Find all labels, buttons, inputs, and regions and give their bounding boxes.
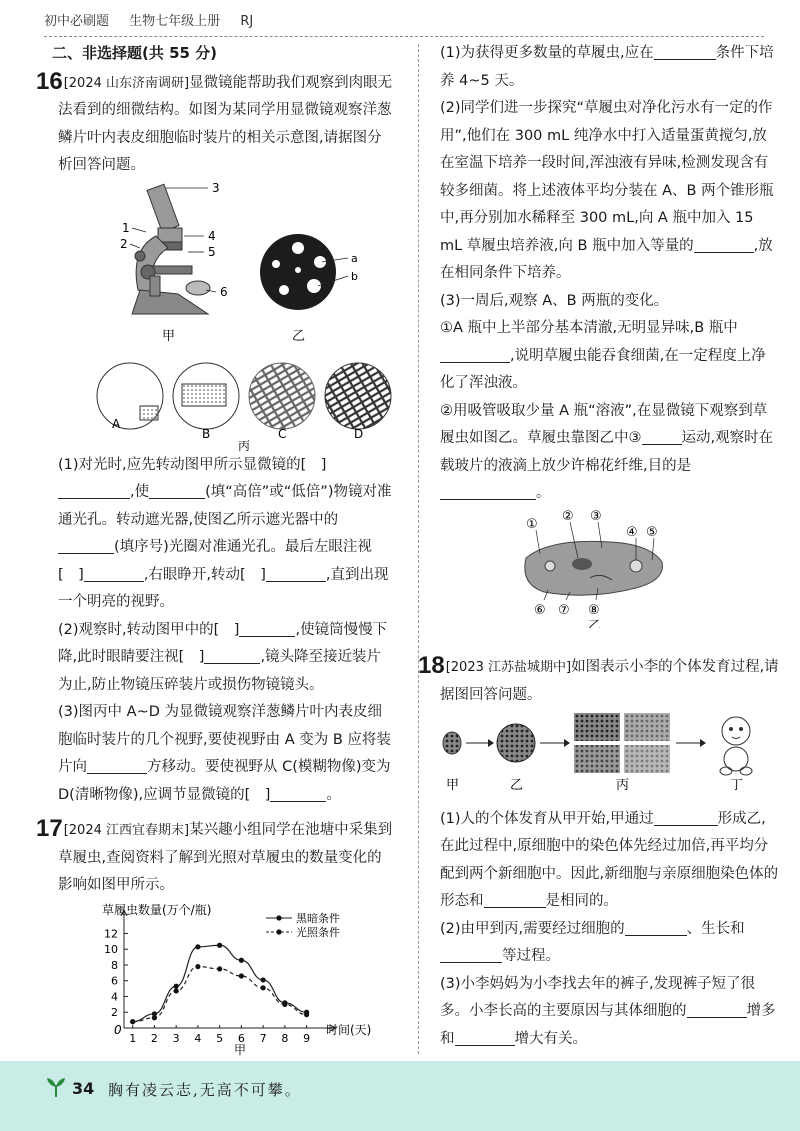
blank[interactable] [440,946,502,963]
q18-number: 18 [418,652,445,679]
x-tick-label: 7 [259,1031,267,1045]
stage-yi-morula [497,724,535,762]
arrow-icon [466,739,494,747]
chart-figure-label: 甲 [234,1042,247,1057]
q16-part2: (2)观察时,转动图甲中的[ ] ,使镜筒慢慢下降,此时眼睛要注视[ ] ,镜头降至接近装片为止,防止物镜压碎装片或损伤物镜镜头。 [58,621,388,693]
x-tick-label: 1 [129,1031,137,1045]
q18-part2: (2)由甲到丙,需要经过细胞的 、生长和等过程。 [440,920,745,964]
x-tick-label: 8 [281,1031,289,1045]
para-label-7: ⑦ [558,602,570,618]
arrow-icon [676,739,706,747]
part-label-2: 2 [120,236,128,251]
series-line-1 [133,945,307,1021]
blank[interactable] [694,236,754,253]
view-B [173,363,239,429]
stage-jia-cell [443,732,461,754]
data-point [261,977,266,982]
sprout-icon [44,1075,68,1099]
chart-ylabel: 草履虫数量(万个/瓶) [102,902,212,917]
view-label-C: C [278,426,287,441]
view-C [249,363,315,429]
q17-part3: (3)一周后,观察 A、B 两瓶的变化。 [440,292,669,309]
q17-part3-1: ①A 瓶中上半部分基本清澈,无明显异味,B 瓶中,说明草履虫能吞食细菌,在一定程度上净化了浑浊液。 [440,320,766,391]
left-column [36,40,393,1068]
part-label-4: 4 [208,228,216,243]
blank[interactable] [58,482,130,499]
q17-stem: 17[2024 江西宜春期末]某兴趣小组同学在池塘中采集到草履虫,查阅资料了解到光照对草履虫的数量变化的影响如图甲所示。 [36,815,393,893]
column-divider [418,44,419,1054]
stage-label-ding: 丁 [730,778,744,793]
blank[interactable] [270,785,326,802]
blank[interactable] [266,565,326,582]
q16-stem: 16[2024 山东济南调研]显微镜能帮助我们观察到肉眼无法看到的细微结构。如图为某同学用显微镜观察洋葱鳞片叶内表皮细胞临时装片的相关示意图,请据图分析回答问题。 [36,67,393,173]
para-label-5: ⑤ [646,524,658,540]
data-point [282,1001,287,1006]
data-point [174,983,179,988]
stage-label-jia: 甲 [446,778,460,793]
data-point [239,973,244,978]
q16-figure-jia-yi [58,180,393,356]
paramecium-count-chart [58,900,393,1058]
y-tick-label: 12 [104,926,118,940]
x-tick-label: 3 [172,1031,180,1045]
q17-part3-2: ②用吸管吸取少量 A 瓶“溶液”,在显微镜下观察到草履虫如图乙。草履虫靠图乙中③ 运动,观察时在载玻片的液滴上放少许棉花纤维,目的是。 [440,402,774,501]
figure-label-yi: 乙 [292,328,306,344]
subject-title: 生物七年级上册 [129,14,221,29]
view-label-D: D [354,426,364,441]
data-point [304,1012,309,1017]
data-point [239,957,244,962]
stage-label-yi: 乙 [510,778,524,793]
q16-part3: (3)图丙中 A~D 为显微镜观察洋葱鳞片叶内表皮细胞临时装片的几个视野,要使视野由 A 变为 B 应将装片向 方移动。要使视野从 C(模糊物像)变为 D(清晰物像),应调节显微镜的[ ] 。 [58,704,391,803]
paramecium-drawing [525,541,663,595]
paramecium-figure [440,508,780,628]
development-figure [440,709,780,795]
data-point [217,942,222,947]
arrow-icon [540,739,570,747]
data-point [195,963,200,968]
para-label-1: ① [526,516,538,532]
blank[interactable] [239,620,295,637]
data-point [130,1019,135,1024]
x-tick-label: 4 [194,1031,202,1045]
para-label-3: ③ [590,508,602,524]
label-a: a [351,251,358,265]
blank[interactable] [87,757,147,774]
blank[interactable] [642,428,682,445]
para-label-6: ⑥ [534,602,546,618]
q17-part2: (2)同学们进一步探究“草履虫对净化污水有一定的作用”,他们在 300 mL 纯净水中打入适量蛋黄搅匀,放在室温下培养一段时间,浑浊液有异味,检测发现含有较多细菌。将上述液体平均分装在 A、B 两个锥形瓶中,再分别加水稀释至 300 mL,向 A 瓶中加入 15 mL 草履虫培养液,向 B 瓶中加入等量的 ,放在相同条件下培养。 [440,100,774,281]
view-label-B: B [202,426,211,441]
q17-number: 17 [36,815,63,842]
blank[interactable] [440,483,536,500]
stage-ding-baby [720,717,752,775]
blank[interactable] [440,346,510,363]
section-title: 二、非选择题(共 55 分) [52,44,218,62]
legend-marker [276,929,281,934]
chart-xlabel: 时间(天) [326,1022,372,1037]
para-label-4: ④ [626,524,638,540]
x-tick-label: 6 [237,1031,245,1045]
microscope-figure [58,180,393,356]
blank[interactable] [484,891,546,908]
series-line-2 [133,966,307,1021]
q16-figure-bing [58,356,393,452]
q16-number: 16 [36,67,63,95]
microscope-drawing [132,184,210,314]
y-tick-label: 6 [111,974,118,988]
chart-origin: 0 [114,1022,122,1037]
data-point [195,944,200,949]
blank[interactable] [625,919,687,936]
x-tick-label: 5 [216,1031,224,1045]
legend-label: 黑暗条件 [296,911,340,925]
y-tick-label: 4 [111,989,118,1003]
q17-source: [2024 江西宜春期末] [63,823,190,838]
footer-motto: 胸有凌云志,无高不可攀。 [108,1081,302,1099]
right-column [418,40,780,1053]
blank[interactable] [654,809,718,826]
blank[interactable] [455,1029,515,1046]
x-tick-label: 2 [150,1031,158,1045]
part-label-5: 5 [208,244,216,259]
blank[interactable] [84,565,144,582]
q17-part1: (1)为获得更多数量的草履虫,应在 条件下培养 4~5 天。 [440,45,774,89]
figure-label-jia: 甲 [162,328,176,344]
page-header [44,10,764,38]
x-tick-label: 9 [303,1031,311,1045]
y-tick-label: 10 [104,942,118,956]
blank[interactable] [204,647,260,664]
data-point [174,988,179,993]
label-b: b [351,269,358,283]
para-label-8: ⑧ [588,602,600,618]
y-tick-label: 2 [111,1005,118,1019]
q18-source: [2023 江苏盐城期中] [445,660,572,675]
data-point [261,985,266,990]
blank[interactable] [58,537,114,554]
q18-part1: (1)人的个体发育从甲开始,甲通过 形成乙,在此过程中,原细胞中的染色体先经过加倍,再平均分配到两个新细胞中。因此,新细胞与亲原细胞染色体的形态和 是相同的。 [440,810,779,909]
q18-part3: (3)小李妈妈为小李找去年的裤子,发现裤子短了很多。小李长高的主要原因与其体细胞的 增多和 增大有关。 [440,975,776,1047]
blank[interactable] [654,43,716,60]
diaphragm-drawing [260,234,348,310]
data-point [152,1015,157,1020]
blank[interactable] [687,1001,747,1018]
page-number: 34 [72,1079,95,1098]
q16-source: [2024 山东济南调研] [63,75,190,91]
legend-marker [276,915,281,920]
part-label-6: 6 [220,284,228,299]
view-A [97,363,163,429]
edition: RJ [240,14,254,29]
stage-bing-tissues [574,713,670,773]
blank[interactable] [149,482,205,499]
para-label-2: ② [562,508,574,524]
figure-label-yi-para: 乙 [588,618,602,628]
data-point [217,966,222,971]
view-label-A: A [112,416,121,431]
book-title: 初中必刷题 [44,14,110,29]
view-D [325,363,391,429]
q16-part1: (1)对光时,应先转动图甲所示显微镜的[ ],使 (填“高倍”或“低倍”)物镜对准通光孔。转动遮光器,使图乙所示遮光器中的(填序号)光圈对准通光孔。最后左眼注视[ ] ,右眼睁开,转动[ ] ,直到出现一个明亮的视野。 [58,456,392,610]
part-label-3: 3 [212,180,220,195]
y-tick-label: 8 [111,958,118,972]
stage-label-bing: 丙 [616,778,630,793]
page-footer [0,1061,800,1131]
legend-label: 光照条件 [296,925,340,939]
part-label-1: 1 [122,220,130,235]
figure-label-bing: 丙 [238,438,251,452]
q18-stem: 18[2023 江苏盐城期中]如图表示小李的个体发育过程,请据图回答问题。 [418,652,779,703]
